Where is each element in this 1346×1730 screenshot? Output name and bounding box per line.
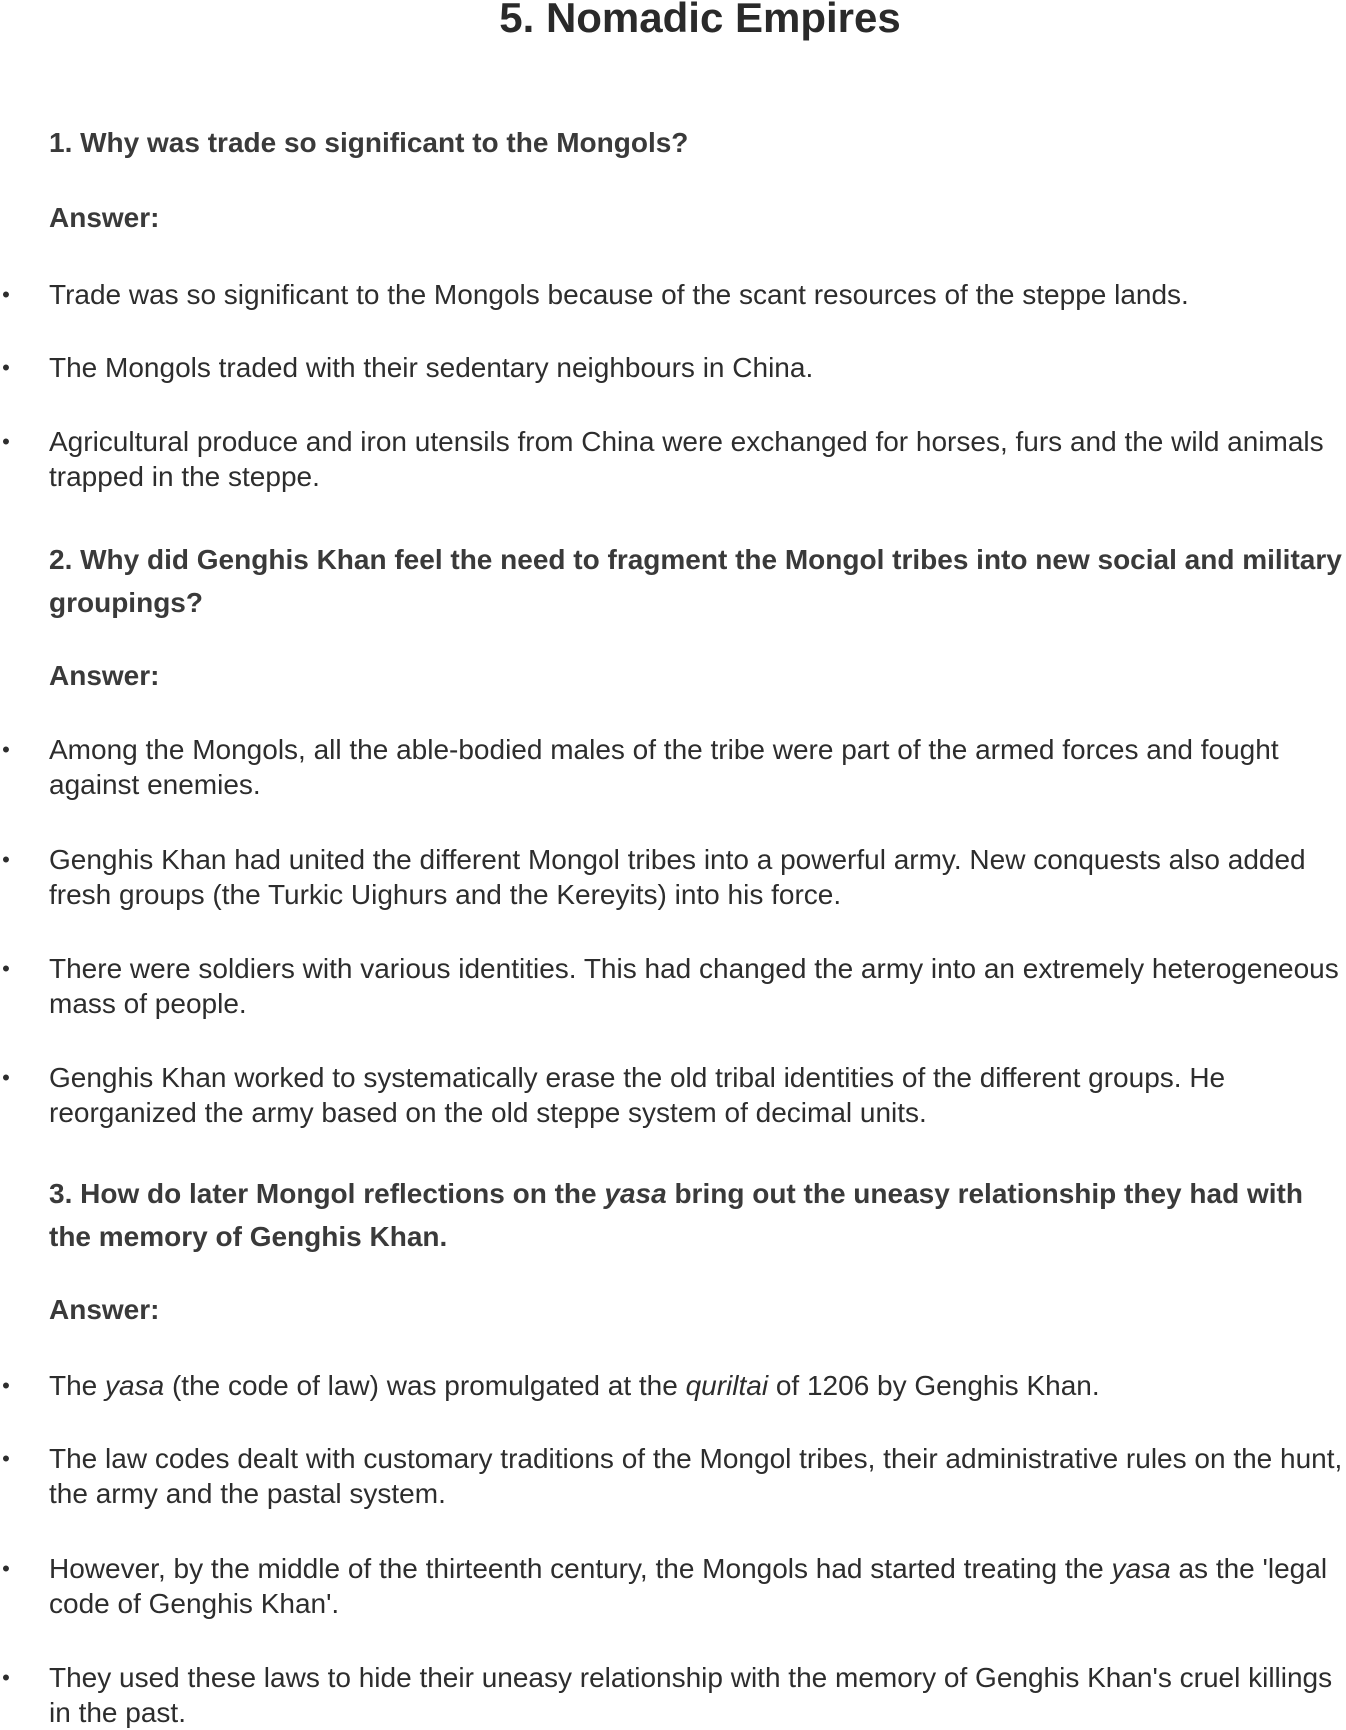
answer-label-1: Answer:	[49, 202, 160, 233]
bullet-text: They used these laws to hide their uneasy relationship with the memory of Genghis Khan's cruel killings in the past.	[49, 1662, 1333, 1728]
page-title: 5. Nomadic Empires	[499, 0, 901, 41]
term-yasa: yasa	[105, 1370, 165, 1401]
bullet-text: Genghis Khan had united the different Mongol tribes into a powerful army. New conquests also added fresh groups (the Turkic Uighurs and the Kereyits) into his force.	[49, 844, 1306, 910]
answer-label-3: Answer:	[49, 1294, 160, 1325]
bullet-text: Trade was so significant to the Mongols because of the scant resources of the steppe lands.	[49, 279, 1189, 310]
bullet-text: The Mongols traded with their sedentary neighbours in China.	[49, 352, 814, 383]
bullet-text: The law codes dealt with customary traditions of the Mongol tribes, their administrative rules on the hunt, the army and the pastal system.	[49, 1443, 1343, 1509]
text-span: However, by the middle of the thirteenth century, the Mongols had started treating the	[49, 1553, 1112, 1584]
text-span: as the 'legal code of Genghis Khan'.	[49, 1553, 1328, 1619]
question-3-term: yasa	[604, 1178, 667, 1209]
bullet-icon: •	[2, 1556, 10, 1581]
bullet-icon: •	[2, 737, 10, 762]
answer-label-2: Answer:	[49, 660, 160, 691]
bullet-text: Genghis Khan worked to systematically erase the old tribal identities of the different groups. He reorganized the army based on the old steppe system of decimal units.	[49, 1062, 1226, 1128]
text-span: of 1206 by Genghis Khan.	[768, 1370, 1100, 1401]
bullet-icon: •	[2, 1446, 10, 1471]
term-yasa: yasa	[1111, 1553, 1171, 1584]
bullet-icon: •	[2, 956, 10, 981]
bullet-text	[49, 1368, 1346, 1403]
bullet-text	[49, 1551, 1346, 1621]
bullet-text: There were soldiers with various identities. This had changed the army into an extremely heterogeneous mass of people.	[49, 953, 1339, 1019]
bullet-icon: •	[2, 1665, 10, 1690]
bullet-icon: •	[2, 1373, 10, 1398]
question-3-text: bring out the uneasy relationship they had with the memory of Genghis Khan.	[49, 1178, 1303, 1252]
bullet-icon: •	[2, 1065, 10, 1090]
text-span: The	[49, 1370, 106, 1401]
question-1: 1. Why was trade so significant to the Mongols?	[49, 127, 689, 158]
bullet-icon: •	[2, 429, 10, 454]
bullet-icon: •	[2, 282, 10, 307]
question-3	[49, 1172, 1346, 1258]
question-3-text: 3. How do later Mongol reflections on the	[49, 1178, 605, 1209]
term-quriltai: quriltai	[685, 1370, 769, 1401]
question-2: 2. Why did Genghis Khan feel the need to fragment the Mongol tribes into new social and military groupings?	[49, 544, 1342, 618]
text-span: (the code of law) was promulgated at the	[164, 1370, 686, 1401]
bullet-text: Among the Mongols, all the able-bodied males of the tribe were part of the armed forces and fought against enemies.	[49, 734, 1279, 800]
bullet-text: Agricultural produce and iron utensils from China were exchanged for horses, furs and the wild animals trapped in the steppe.	[49, 426, 1324, 492]
bullet-icon: •	[2, 847, 10, 872]
bullet-icon: •	[2, 355, 10, 380]
